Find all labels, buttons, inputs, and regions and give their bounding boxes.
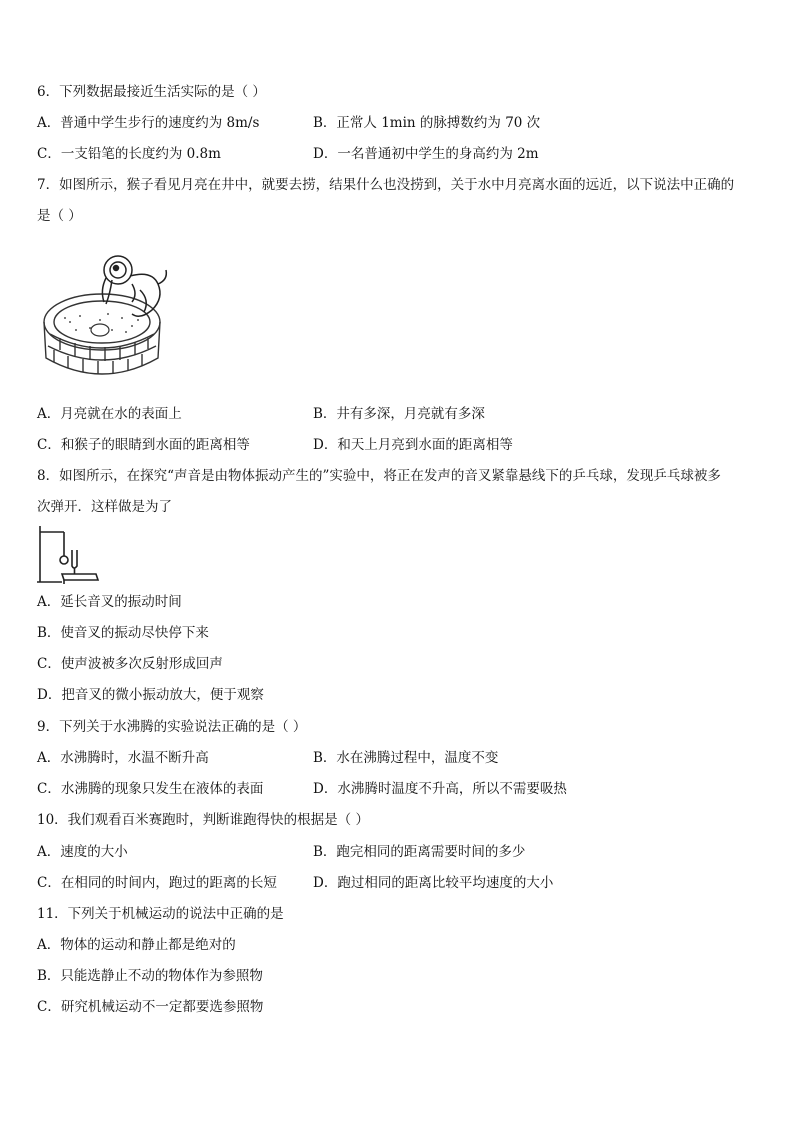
q7-stem-line2: 是（ ）	[37, 208, 82, 224]
q11-option-a: A．物体的运动和静止都是绝对的	[37, 937, 236, 953]
q8-stem-line2: 次弹开．这样做是为了	[37, 499, 172, 515]
q10-stem: 10．我们观看百米赛跑时，判断谁跑得快的根据是（ ）	[37, 812, 369, 828]
q6-option-a: A．普通中学生步行的速度约为 8m/s	[37, 115, 260, 131]
q10-option-b: B．跑完相同的距离需要时间的多少	[313, 844, 526, 860]
q7-option-a: A．月亮就在水的表面上	[37, 406, 182, 422]
q11-option-c: C．研究机械运动不一定都要选参照物	[37, 999, 264, 1015]
q7-stem-line1: 7．如图所示，猴子看见月亮在井中，就要去捞，结果什么也没捞到，关于水中月亮离水面的远近，以下说法中正确的	[37, 177, 735, 193]
q10-option-a: A．速度的大小	[37, 844, 128, 860]
q10-option-c: C．在相同的时间内，跑过的距离的长短	[37, 875, 277, 891]
monkey-well-figure	[40, 250, 200, 390]
q9-option-b: B．水在沸腾过程中，温度不变	[313, 750, 499, 766]
q11-stem: 11．下列关于机械运动的说法中正确的是	[37, 906, 284, 922]
tuning-fork-figure	[36, 522, 102, 586]
q8-option-c: C．使声波被多次反射形成回声	[37, 656, 223, 672]
q9-option-d: D．水沸腾时温度不升高，所以不需要吸热	[313, 781, 567, 797]
q8-option-d: D．把音叉的微小振动放大，便于观察	[37, 687, 264, 703]
q7-option-c: C．和猴子的眼睛到水面的距离相等	[37, 437, 250, 453]
q7-option-b: B．井有多深，月亮就有多深	[313, 406, 485, 422]
q10-option-d: D．跑过相同的距离比较平均速度的大小	[313, 875, 554, 891]
q8-option-b: B．使音叉的振动尽快停下来	[37, 625, 209, 641]
q6-option-d: D．一名普通初中学生的身高约为 2m	[313, 146, 539, 162]
q6-option-c: C．一支铅笔的长度约为 0.8m	[37, 146, 221, 162]
q9-option-a: A．水沸腾时，水温不断升高	[37, 750, 209, 766]
q9-option-c: C．水沸腾的现象只发生在液体的表面	[37, 781, 264, 797]
q6-option-b: B．正常人 1min 的脉搏数约为 70 次	[313, 115, 541, 131]
q9-stem: 9．下列关于水沸腾的实验说法正确的是（ ）	[37, 719, 307, 735]
q8-option-a: A．延长音叉的振动时间	[37, 594, 182, 610]
q11-option-b: B．只能选静止不动的物体作为参照物	[37, 968, 263, 984]
q7-option-d: D．和天上月亮到水面的距离相等	[313, 437, 513, 453]
q6-stem: 6．下列数据最接近生活实际的是（ ）	[37, 84, 266, 100]
q8-stem-line1: 8．如图所示，在探究“声音是由物体振动产生的”实验中，将正在发声的音叉紧靠悬线下的乒乓球，发现乒乓球被多	[37, 468, 721, 484]
